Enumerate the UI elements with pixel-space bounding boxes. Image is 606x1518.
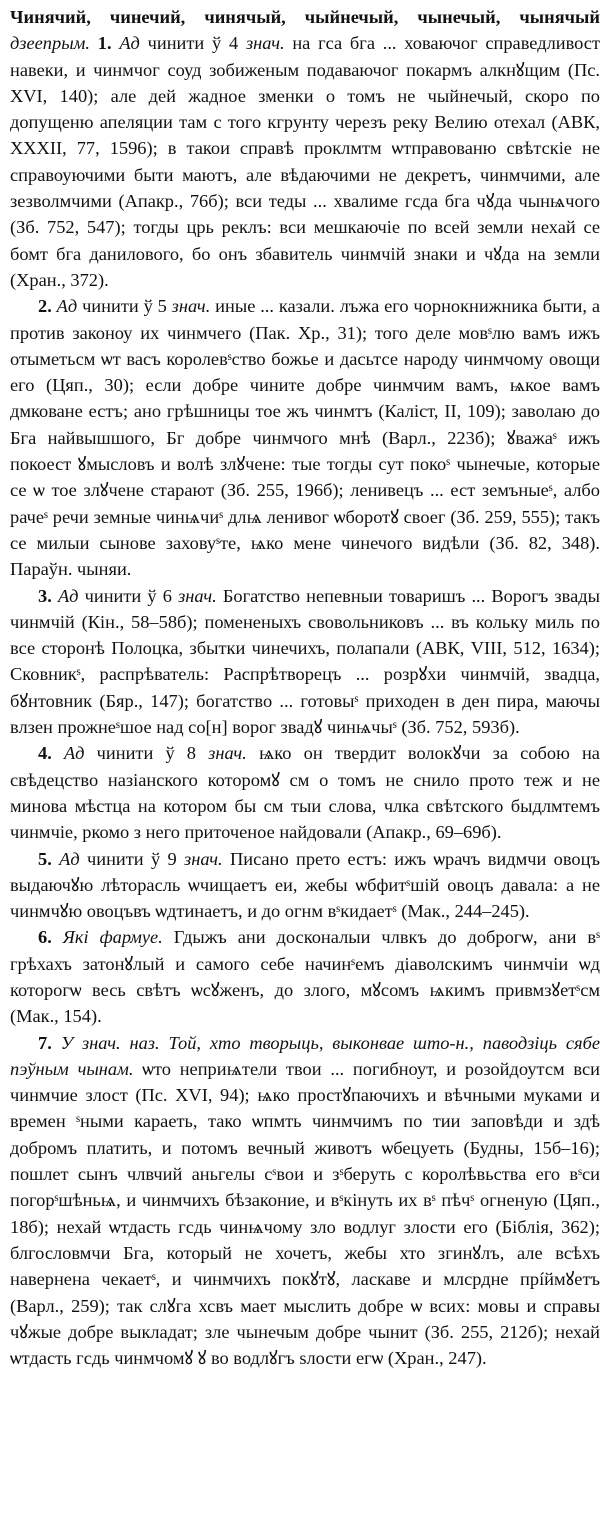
sense-citations: ѩко он твердит волокꙋчи за собою на свѣдецство назіанского которомꙋ см о томъ не снило прото теж и не минова мѣстца на котором бы см тыи слова, члка свѣтского быдлмтемъ чинмчіе, ркомо з него приточеное найдовали (Апакр., 69–69б). (10, 743, 600, 843)
sense-paragraph-4 (10, 740, 600, 845)
sense-paragraph-7 (10, 1030, 600, 1372)
sense-intro: чинити ў 4 (147, 33, 239, 54)
sense-number: 6. (38, 927, 52, 948)
sense-citations: иные ... казали. лъжа его чорнокнижника быти, а против законоу их чинмчего (Пак. Хр., 31); того деле мовˢлю вамъ ижъ отыметьсм ѡт васъ королевˢство божье и дасьтсе народу чинмчому овощи его (Цяп., 30); если добре чините добре чинмчим вамъ, ѩкое вамъ дмковане естъ; ано грѣшницы тое жъ чинмтъ (Каліст, II, 109); заволаю до Бга найвышшого, Бг добре чинмчого мнѣ (Варл., 223б); ꙋважаˢ ижъ покоест ꙋмысловъ и волѣ злꙋчене: тые тогды сут покоˢ чынечые, которые се ѡ тое злꙋчене старают (Зб. 255, 196б); ленивецъ ... ест земъныеˢ, албо рачеˢ речи земные чинѩчиˢ длѩ ленивог ѡборотꙋ своег (Зб. 259, 555); такъ се милыи сынове заховуˢте, ѩко мене чинечого видѣли (Зб. 82, 348). Параўн. чыняи. (10, 296, 600, 580)
sense-definition: Той, хто творыць, выконвае што-н., паводзіць сябе пэўным чынам. (10, 1032, 600, 1079)
sense-label: Ад (119, 33, 140, 54)
headword: Чинячий, чинечий, чинячый, чыйнечый, чынечый, чынячый (10, 7, 600, 27)
sense-intro: чинити ў 6 (84, 585, 172, 606)
sense-label: У знач. наз. (60, 1032, 160, 1053)
sense-meaning: знач. (245, 33, 285, 54)
sense-citations: Богатство непевныи товаришъ ... Ворогъ звады чинмчій (Кін., 58–58б); помененыхъ свовольниковъ ... въ кольку миль по все сторонѣ Полоцка, збытки чинечихъ, полапали (АВК, VIII, 512, 1634); Сковникˢ, распрѣватель: Распрѣтворецъ ... розрꙋхи чинмчій, звадца, бꙋнтовник (Бяр., 147); богатство ... готовыˢ приходен в ден пира, маючы влзен прожнеˢшое над со[н] ворог звадꙋ чинѩчыˢ (Зб. 752, 593б). (10, 585, 600, 738)
sense-number: 1. (97, 33, 112, 54)
sense-intro: чинити ў 9 (87, 848, 177, 869)
sense-number: 5. (38, 848, 52, 869)
grammar-label: дзеeпрым. (10, 33, 90, 54)
sense-paragraph-2 (10, 293, 600, 582)
sense-number: 3. (38, 585, 52, 606)
sense-label: Які фармуе. (62, 927, 163, 948)
sense-meaning: знач. (178, 585, 217, 606)
sense-citations: ѡто неприѩтели твои ... погибноут, и розойдоутсм вси чинмчие злост (Пс. XVI, 94); ѩко простꙋпаючихъ и вѣчными муками и времен ˢными караеть, тако ѡпмть чинмчимъ по тии заповѣди и здѣ добромъ платить, и потомъ вечный животъ ѡбецуеть (Будны, 15б–16); пошлет сынъ члвчий аньгелы сˢвои и зˢберуть с королѣвьства его вˢси погорˢшѣньѩ, и чинмчихъ бѣзаконие, и вˢкінуть их вˢ пѣчˢ огненую (Цяп., 18б); нехай ѡтдасть гсдь чинѩчому зло водлуг злости его (Біблія, 362); блгословмчи Бга, который не хочетъ, жебы хто згинꙋлъ, але всѣхъ навернена чекаетˢ, и чинмчихъ покꙋтꙋ, ласкаве и млсрдне прíймꙋетъ (Варл., 259); так слꙋга хсвъ мает мыслить добре ѡ всих: мовы и справы чꙋжые добре выкладат; зле чынечым добре чынит (Зб. 255, 212б); нехай ѡтдасть гсдь чинмчомꙋ ꙋ во водлꙋгъ ѕлости егѡ (Хран., 247). (10, 1058, 600, 1369)
sense-number: 4. (38, 743, 52, 764)
sense-citations: Писано прето естъ: ижъ ѡрачъ видмчи овоцъ выдаючꙋю лѣторасль ѡчищаетъ еи, жебы ѡбфитˢшій овоцъ давала: а не чинмчꙋю овоцъвъ ѡдтинаетъ, и до огнм вˢкидаетˢ (Мак., 244–245). (10, 848, 600, 922)
sense-label: Ад (63, 743, 85, 764)
sense-label: Ад (56, 296, 78, 317)
sense-meaning: знач. (208, 743, 247, 764)
sense-label: Ад (59, 848, 80, 869)
entry-heading-paragraph (10, 4, 600, 293)
sense-number: 2. (38, 296, 52, 317)
sense-paragraph-6 (10, 924, 600, 1029)
sense-label: Ад (57, 585, 79, 606)
sense-meaning: знач. (184, 848, 223, 869)
sense-meaning: знач. (171, 296, 211, 317)
sense-number: 7. (38, 1032, 52, 1053)
sense-citations: Гдыжъ ани досконалыи члвкъ до доброгѡ, ани вˢ грѣхахъ затонꙋлый и самого себе начинˢемъ діаволскимъ чинмчіи ѡд которогѡ весь свѣтъ ѡсꙋженъ, до злого, мꙋсомъ ѩкимъ привмзꙋетˢсм (Мак., 154). (10, 927, 600, 1027)
sense-intro: чинити ў 8 (96, 743, 196, 764)
sense-paragraph-3 (10, 583, 600, 741)
sense-intro: чинити ў 5 (82, 296, 167, 317)
sense-citations: на гса бга ... ховаючог справедливост навеки, и чинмчог соуд зобиженым подаваючог покармъ алкнꙋщим (Пс. XVI, 140); але дей жадное зменки о томъ не чыйнечый, скоро по допущеню апеляции там с того кгрунту черезъ реку Велию отехал (АВК, XXXII, 77, 1596); в такои справѣ проклмтм ѡтправованю свѣтскіе не справоуючими быти маютъ, але вѣдаючими не декретъ, чинмчими, але зезволмчими (Апакр., 76б); вси теды ... хвалиме гсда бга чꙋда чынѩчого (Зб. 752, 547); тогды црь реклъ: вси мешкаючіе по всей земли нехай се бомт бга данилового, бо онъ збавитель чинмчій знаки и чꙋда на земли (Хран., 372). (10, 33, 601, 290)
sense-paragraph-5 (10, 846, 600, 925)
